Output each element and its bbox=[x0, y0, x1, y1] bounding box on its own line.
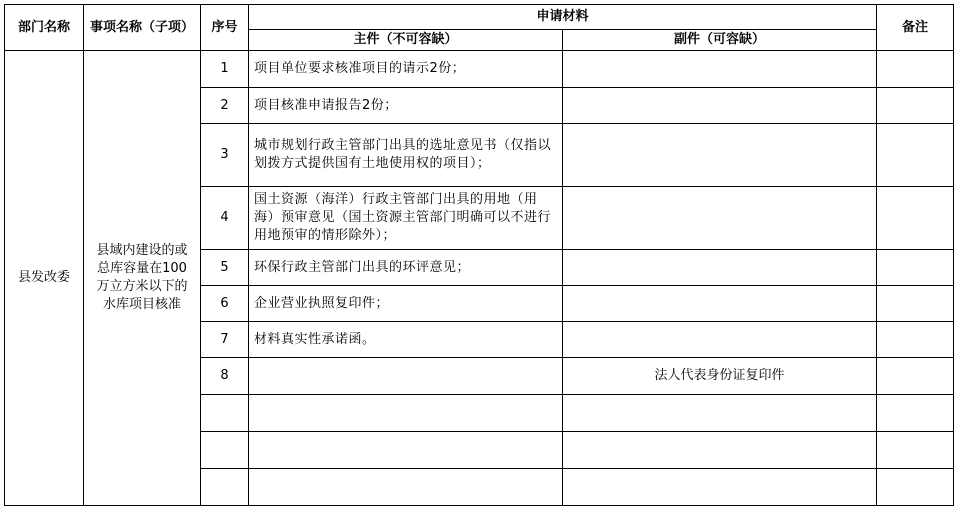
department-cell: 县发改委 bbox=[5, 51, 84, 506]
primary-material-cell bbox=[249, 395, 563, 432]
table-row bbox=[5, 51, 954, 88]
item-name-cell: 县域内建设的或总库容量在100万立方米以下的水库项目核准 bbox=[84, 51, 201, 506]
secondary-material-cell bbox=[563, 432, 877, 469]
seq-cell bbox=[201, 395, 249, 432]
remark-cell bbox=[877, 187, 954, 250]
primary-material-cell: 城市规划行政主管部门出具的选址意见书（仅指以划拨方式提供国有土地使用权的项目）； bbox=[249, 124, 563, 187]
seq-cell: 3 bbox=[201, 124, 249, 187]
primary-material-cell: 项目核准申请报告2份； bbox=[249, 88, 563, 124]
header-primary: 主件（不可容缺） bbox=[249, 30, 563, 51]
seq-cell bbox=[201, 469, 249, 506]
primary-material-cell: 材料真实性承诺函。 bbox=[249, 322, 563, 358]
secondary-material-cell bbox=[563, 187, 877, 250]
secondary-material-cell bbox=[563, 124, 877, 187]
remark-cell bbox=[877, 124, 954, 187]
header-dept: 部门名称 bbox=[5, 5, 84, 51]
primary-material-cell bbox=[249, 432, 563, 469]
secondary-material-cell bbox=[563, 322, 877, 358]
header-item: 事项名称（子项） bbox=[84, 5, 201, 51]
remark-cell bbox=[877, 469, 954, 506]
seq-cell: 5 bbox=[201, 250, 249, 286]
header-remark: 备注 bbox=[877, 5, 954, 51]
primary-material-cell bbox=[249, 358, 563, 395]
primary-material-cell: 项目单位要求核准项目的请示2份； bbox=[249, 51, 563, 88]
primary-material-cell bbox=[249, 469, 563, 506]
remark-cell bbox=[877, 286, 954, 322]
seq-cell: 4 bbox=[201, 187, 249, 250]
secondary-material-cell bbox=[563, 469, 877, 506]
seq-cell bbox=[201, 432, 249, 469]
secondary-material-cell bbox=[563, 286, 877, 322]
secondary-material-cell bbox=[563, 88, 877, 124]
remark-cell bbox=[877, 250, 954, 286]
seq-cell: 6 bbox=[201, 286, 249, 322]
primary-material-cell: 环保行政主管部门出具的环评意见； bbox=[249, 250, 563, 286]
secondary-material-cell bbox=[563, 250, 877, 286]
primary-material-cell: 企业营业执照复印件； bbox=[249, 286, 563, 322]
remark-cell bbox=[877, 432, 954, 469]
header-seq: 序号 bbox=[201, 5, 249, 51]
materials-table bbox=[4, 4, 954, 506]
seq-cell: 2 bbox=[201, 88, 249, 124]
header-secondary: 副件（可容缺） bbox=[563, 30, 877, 51]
header-materials: 申请材料 bbox=[249, 5, 877, 30]
remark-cell bbox=[877, 51, 954, 88]
secondary-material-cell bbox=[563, 395, 877, 432]
remark-cell bbox=[877, 395, 954, 432]
secondary-material-cell bbox=[563, 51, 877, 88]
remark-cell bbox=[877, 358, 954, 395]
seq-cell: 8 bbox=[201, 358, 249, 395]
remark-cell bbox=[877, 322, 954, 358]
seq-cell: 7 bbox=[201, 322, 249, 358]
secondary-material-cell: 法人代表身份证复印件 bbox=[563, 358, 877, 395]
seq-cell: 1 bbox=[201, 51, 249, 88]
primary-material-cell: 国土资源（海洋）行政主管部门出具的用地（用海）预审意见（国土资源主管部门明确可以不进行用地预审的情形除外）； bbox=[249, 187, 563, 250]
remark-cell bbox=[877, 88, 954, 124]
